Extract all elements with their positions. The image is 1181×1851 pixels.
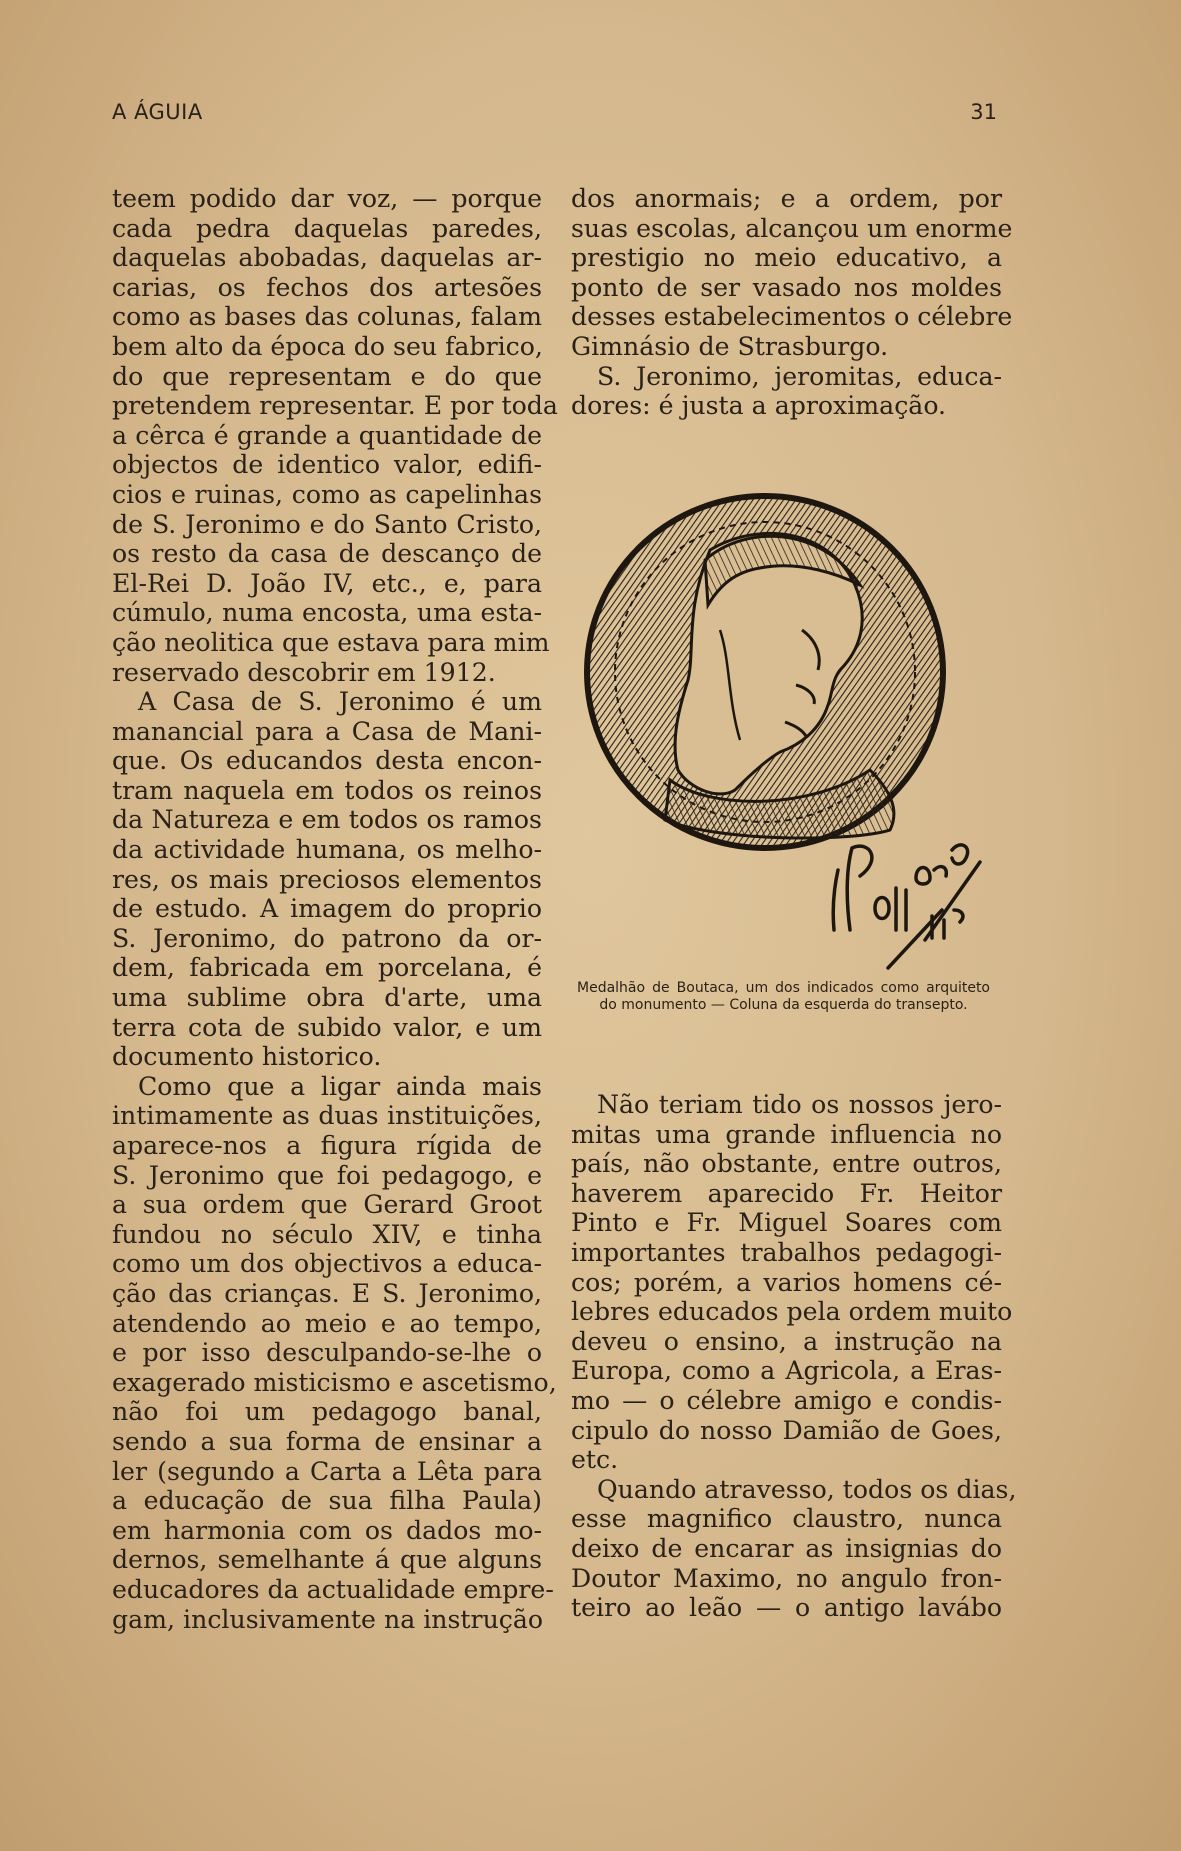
text-line: ção neolitica que estava para mim (112, 627, 550, 657)
page-header (112, 100, 997, 130)
text-line: que. Os educandos desta encon- (112, 746, 542, 776)
text-line: mitas uma grande influencia no (571, 1119, 1002, 1149)
text-line: S. Jeronimo, do patrono da or- (112, 923, 542, 953)
text-line: de S. Jeronimo e do Santo Cristo, (112, 509, 542, 539)
text-line: importantes trabalhos pedagogi- (571, 1237, 1002, 1267)
text-line: El-Rei D. João IV, etc., e, para (112, 568, 542, 598)
text-line: S. Jeronimo, jeromitas, educa- (597, 361, 1002, 391)
text-line: cios e ruinas, como as capelinhas (112, 479, 542, 509)
text-line: a educação de sua filha Paula) (112, 1486, 542, 1516)
text-line: haverem aparecido Fr. Heitor (571, 1178, 1002, 1208)
text-line: documento historico. (112, 1042, 382, 1072)
text-line: objectos de identico valor, edifi- (112, 450, 542, 480)
text-line: Pinto e Fr. Miguel Soares com (571, 1208, 1002, 1238)
text-line: Gimnásio de Strasburgo. (571, 331, 889, 361)
text-line: Doutor Maximo, no angulo fron- (571, 1563, 1002, 1593)
text-line: reservado descobrir em 1912. (112, 657, 496, 687)
signature-mark (833, 845, 980, 968)
text-line: sendo a sua forma de ensinar a (112, 1426, 542, 1456)
text-line: Europa, como a Agricola, a Eras- (571, 1356, 1002, 1386)
text-line: ção das crianças. E S. Jeronimo, (112, 1278, 542, 1308)
text-line: etc. (571, 1445, 619, 1475)
text-line: ponto de ser vasado nos moldes (571, 272, 1002, 302)
text-line: ler (segundo a Carta a Lêta para (112, 1456, 542, 1486)
text-line: não foi um pedagogo banal, (112, 1397, 542, 1427)
text-line: tram naquela em todos os reinos (112, 775, 542, 805)
text-line: desses estabelecimentos o célebre (571, 302, 1013, 332)
medallion-illustration (570, 490, 1000, 970)
text-line: da Natureza e em todos os ramos (112, 805, 542, 835)
text-line: de estudo. A imagem do proprio (112, 894, 542, 924)
text-line: prestigio no meio educativo, a (571, 243, 1002, 273)
text-line: teem podido dar voz, — porque (112, 184, 542, 213)
text-line: como um dos objectivos a educa- (112, 1249, 542, 1279)
text-line: deixo de encarar as insignias do (571, 1533, 1002, 1563)
text-line: cipulo do nosso Damião de Goes, (571, 1415, 1002, 1445)
text-line: Quando atravesso, todos os dias, (597, 1474, 1017, 1504)
text-line: uma sublime obra d'arte, uma (112, 983, 542, 1013)
text-line: S. Jeronimo que foi pedagogo, e (112, 1160, 542, 1190)
running-title: A ÁGUIA (112, 100, 203, 124)
text-line: aparece-nos a figura rígida de (112, 1131, 542, 1160)
text-line: e por isso desculpando-se-lhe o (112, 1338, 542, 1368)
text-line: dores: é justa a aproximação. (571, 391, 947, 421)
text-line: res, os mais preciosos elementos (112, 864, 542, 894)
text-line: suas escolas, alcançou um enorme (571, 213, 1013, 243)
text-line: os resto da casa de descanço de (112, 539, 542, 569)
text-line: exagerado misticismo e ascetismo, (112, 1367, 557, 1397)
text-line: a cêrca é grande a quantidade de (112, 420, 542, 450)
right-column-bottom (571, 1090, 1017, 1623)
text-line: atendendo ao meio e ao tempo, (112, 1308, 542, 1338)
text-line: carias, os fechos dos artesões (112, 272, 542, 302)
text-line: dernos, semelhante á que alguns (112, 1545, 542, 1575)
text-line: em harmonia com os dados mo- (112, 1515, 542, 1545)
text-line: deveu o ensino, a instrução na (571, 1326, 1002, 1356)
text-line: cos; porém, a varios homens cé- (571, 1267, 1002, 1297)
text-line: daquelas abobadas, daquelas ar- (112, 243, 542, 273)
text-line: Não teriam tido os nossos jero- (597, 1090, 1002, 1119)
text-line: pretendem representar. E por toda (112, 391, 558, 421)
medallion-figure (570, 490, 1000, 970)
text-line: teiro ao leão — o antigo lavábo (571, 1593, 1002, 1623)
text-line: dos anormais; e a ordem, por (571, 184, 1002, 213)
text-line: do que representam e do que (112, 361, 542, 391)
text-line: mo — o célebre amigo e condis- (571, 1385, 1002, 1415)
text-line: país, não obstante, entre outros, (571, 1149, 1002, 1179)
text-line: cada pedra daquelas paredes, (112, 213, 542, 243)
text-line: como as bases das colunas, falam (112, 302, 542, 332)
text-line: manancial para a Casa de Mani- (112, 716, 542, 746)
text-line: educadores da actualidade empre- (112, 1574, 554, 1604)
text-line: da actividade humana, os melho- (112, 835, 542, 865)
text-line: a sua ordem que Gerard Groot (112, 1190, 542, 1220)
text-line: cúmulo, numa encosta, uma esta- (112, 598, 542, 628)
text-line: terra cota de subido valor, e um (112, 1012, 542, 1042)
text-line: intimamente as duas instituições, (112, 1101, 542, 1131)
page-number: 31 (970, 100, 997, 124)
text-line: dem, fabricada em porcelana, é (112, 953, 542, 983)
figure-caption: Medalhão de Boutaca, um dos indicados como arquiteto do monumento — Coluna da esquerda do transepto. (577, 980, 990, 1013)
text-line: lebres educados pela ordem muito (571, 1297, 1013, 1327)
text-line: bem alto da época do seu fabrico, (112, 331, 543, 361)
text-line: esse magnifico claustro, nunca (571, 1504, 1002, 1534)
text-line: fundou no século XIV, e tinha (112, 1219, 542, 1249)
text-line: A Casa de S. Jeronimo é um (138, 687, 542, 717)
right-column-top (571, 184, 1013, 421)
left-column (112, 184, 558, 1634)
text-line: Como que a ligar ainda mais (138, 1071, 542, 1101)
text-line: gam, inclusivamente na instrução (112, 1604, 544, 1634)
